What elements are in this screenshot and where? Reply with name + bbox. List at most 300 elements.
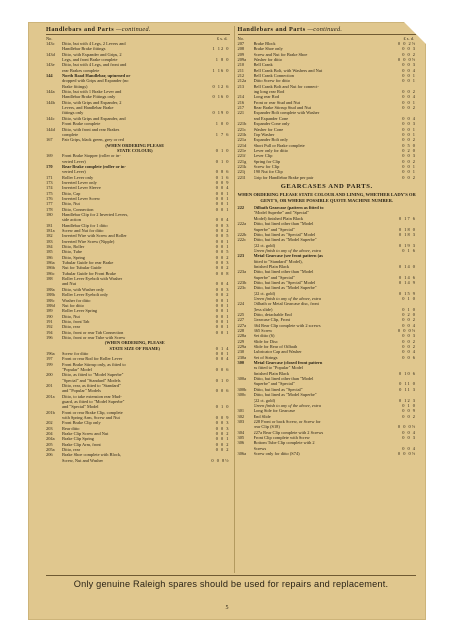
part-description: Ditto, Nut [62,201,80,207]
part-description: (WHEN ORDERING PLEASE [105,142,165,148]
part-description: Ditto, but lined other than "Model [253,269,314,275]
part-description: Washer for ditto [62,297,91,303]
part-number: 205a [46,447,55,453]
part-price: 0 0 1 [402,126,416,132]
part-description: STATE SIZE OF FRAME) [109,345,161,351]
part-description: Brake Shoe only [253,46,283,52]
part-price: 0 0 2 [402,338,416,344]
part-number: 208 [237,46,245,52]
part-number: 212a [237,78,247,84]
left-parts-list [46,41,230,463]
part-description: Brake Clip Spring [62,436,94,442]
part-number: 221h [237,131,247,137]
part-price: 0 0 6 [402,354,416,360]
part-price: 0 0 3 [402,434,416,440]
part-description: Screw for ditto [62,350,89,356]
part-price: 0 0 2 [215,254,230,260]
part-price: 0 17 6 [399,215,416,221]
right-column [234,26,417,573]
catalogue-page [28,22,426,620]
part-description: fittings only [62,110,84,116]
list-item [238,451,417,456]
part-price: 0 0 1 [402,73,416,79]
part-price: 0 10 6 [399,370,416,376]
part-price: 0 0 9 [215,179,230,185]
part-number: 221k [237,163,247,169]
part-number: 174 [46,185,53,191]
part-price: 0 14 6 [399,274,416,280]
part-number: 181 [46,222,53,228]
part-description: Ditto, front Tab [62,318,90,324]
part-number: 227 [237,317,245,323]
part-description: Set ditto (6) [253,333,275,339]
part-price: 0 0 2½ [397,41,416,46]
part-number: 303 [237,418,245,424]
part-description: Ditto, with Washer only [62,286,105,292]
part-number: 229a [237,344,247,350]
part-description: (22 ct. gold) [253,290,276,296]
part-price: 0 0 2 [215,228,230,234]
part-description: Ditto, but with 1 Brake Lever and [62,89,122,95]
part-description: Ditto, to take extension rear Mud- [62,393,122,399]
part-description: North Road Handlebar, upturned or [62,73,131,79]
part-description: Washer for Cone [253,126,284,132]
part-description: guard, as fitted to "Model Superbe" [62,399,125,405]
part-description: Bell Crank Bolt, with Washers and Nut [253,67,323,73]
part-number: 199 [46,361,53,367]
part-description: Superbe" and "Special" [253,381,295,387]
part-description: Ditto, but with 4 Legs, and front and [62,62,127,68]
part-price: 0 0 2 [402,317,416,323]
list-item [46,458,230,463]
part-number: 221e [237,147,247,153]
part-number: 186a [46,260,55,266]
part-number: 189 [46,308,53,314]
part-number: 224 [237,301,245,307]
part-description: Ditto, with Expander and Grips, 2 [62,51,122,57]
part-description: Inverted Lever Screw [62,195,101,201]
part-price: 0 0 2 [402,413,416,419]
part-price: 0 0 1 [402,78,416,84]
part-price: 0 0 1 [402,131,416,137]
part-price: 0 5 0 [402,142,416,148]
part-price: 0 0 9 [402,408,416,414]
part-description: Long rear Rod [253,94,280,100]
part-description: Ditto, front or rear Tube with Screw [62,334,126,340]
part-number: 143e [46,62,55,68]
part-price: 0 0 1 [215,297,230,303]
part-description: Roller Lever Eyebolt with Washer [62,276,123,282]
part-description: Handlebar Brake fittings [62,46,106,52]
part-price: 0 0 4 [402,322,416,328]
part-number: 144b [46,99,55,105]
part-description: with Spring Arm, Screw and Nut [62,415,120,421]
part-number: 143c [46,41,55,46]
part-description: Superbe" and "Special" [253,274,295,280]
part-number: 217 [237,105,245,111]
part-number: 144d [46,126,55,132]
part-description: Front or rear Rod for Roller Lever [62,356,123,362]
part-price: 0 12 6 [212,83,230,89]
part-price: 0 0 3 [215,420,230,426]
part-description: Grip for Handlebar Brake per pair [253,174,314,180]
part-price: 0 0 3 [402,333,416,339]
part-price: 0 19 0 [212,110,230,116]
part-description: Screw and Nut for ditto [62,228,104,234]
part-description: Gearcase Clip, Front [253,317,290,323]
part-number: 196a [46,350,55,356]
part-description: Brake Clip Screw and Nut [62,431,109,437]
part-price: 0 0 1 [402,99,416,105]
part-number: 222 [237,205,245,211]
left-money-label: £ s. d. [217,36,228,41]
part-number: 201a [46,393,55,399]
part-description: Legs, and front Brake complete [62,57,118,63]
part-price: 0 11 0 [399,381,416,387]
part-description: Ditto, but lined as "Special" Model [253,231,316,237]
part-number: 221b [237,121,247,127]
part-price: 0 0 5 [215,233,230,239]
part-description: 227a Rear Clip complete with 2 Screws [253,429,324,435]
part-number: 180 [46,212,53,217]
part-price: 0 0 1 [215,324,230,330]
part-number: 216 [237,99,245,105]
part-price: 0 1 0 [215,158,230,164]
part-number: 188 [46,276,53,282]
part-description: Brake Block [253,41,276,46]
part-price: 0 0 1 [215,436,230,442]
part-number: 213 [237,83,245,89]
part-price: 0 2 0 [402,147,416,153]
part-number: 211 [237,67,244,73]
part-number: 177 [46,201,53,207]
part-price: 0 0 3 [215,260,230,266]
part-price: 0 0 1 [215,195,230,201]
part-price: 1 8 0 [215,57,230,63]
part-description: Superbe" and "Special" [253,226,295,232]
part-description: Bell Crank Bolt and Nut for connect- [253,83,319,89]
part-description: Expander Bolt complete with Washer [253,110,320,116]
part-description: and "Popular" Models [62,388,101,394]
part-description: verted Lever) [62,158,86,164]
part-number: 223c [237,285,247,291]
part-description: Nut for ditto [62,302,84,308]
part-number: 194 [46,329,53,335]
part-price: 0 0 1 [402,169,416,175]
part-price: 0 0 4 [215,217,230,223]
part-number: 223b [237,279,247,285]
part-description: Handlebar Clip for 2 Inverted Levers, [62,212,129,217]
right-parts-list [238,41,417,180]
part-description: Screw only for ditto (S74) [253,450,300,456]
part-price: 0 0 4 [402,115,416,121]
part-price: 0 18 0 [399,226,416,232]
part-price: 0 1 6 [402,247,416,253]
part-description: "Special" and "Standard" Models [62,377,121,383]
part-description: dropped with Grips and Expander (no [62,78,129,84]
part-price: 0 0 2 [402,105,416,111]
part-description: Screw and Nut for Brake Shoe [253,51,308,57]
part-description: Ditto Screw for ditto [253,78,290,84]
part-description: Ditto, but lined other than "Model [253,376,314,382]
part-description: as fitted to "Popular" Model [253,365,303,371]
part-description: Model) finished Plain Black [253,215,304,221]
gearcases-section-heading: GEARCASES AND PARTS. [280,182,373,190]
part-description: Ditto, as fitted to "Model Superbe" [62,372,124,378]
part-number: 191 [46,318,53,324]
part-number: 210 [237,62,245,68]
part-description: Ditto, rear [62,447,81,453]
part-description: Lever Clip [253,153,273,159]
part-price: 0 0 1 [215,201,230,207]
part-description: Handlebar Brake Fittings only [62,94,116,100]
part-description: Front Brake Stopper (roller or in- [62,153,121,159]
part-number: 230 [237,349,245,355]
part-description: (WHEN ORDERING, PLEASE [104,340,165,346]
part-price: 0 14 0 [399,263,416,269]
part-description: Expander Bolt only [253,137,288,143]
part-number: 170 [46,163,53,169]
part-number: 144 [46,73,53,79]
part-number: 223a [237,269,247,275]
part-description: Metal Gearcase (closed front pattern [253,360,323,366]
part-description: Oilbath or Metal Gearcase disc, front [253,301,319,307]
part-description: Ditto, with front and rear Brakes [62,126,120,132]
part-number: 221a [237,137,247,143]
part-number: 190 [46,313,53,319]
part-description: Ditto, but lined as "Model Superbe" [253,392,317,398]
part-number: 205 [46,441,53,447]
part-description: Expander Cone only [253,121,290,127]
part-number: 214 [237,94,245,100]
gearcase-parts-list [238,205,417,456]
part-number: 305 [237,434,245,440]
part-description: 228 Front or back Screw, or Screw for [253,418,321,424]
part-description: Ditto, Connection [62,206,94,212]
part-price: 0 0 0½ [397,328,416,334]
part-price: 0 0 3 [402,153,416,159]
left-column [46,26,230,573]
part-number: 227a [237,322,247,328]
part-price: 0 0 1 [215,238,230,244]
part-price: 0 1 0 [215,404,230,410]
part-price: 0 1 0 [402,306,416,312]
part-number: 306a [237,450,247,456]
part-description: Front Clip complete with Screw [253,434,310,440]
part-number: 207 [237,41,245,46]
part-description: Top Washer [253,131,275,137]
part-description: and Expander Cone [253,115,289,121]
part-price: 1 12 0 [212,46,230,52]
part-description: 190 Nut for Clip [253,169,283,175]
part-description: Ditto, Tube [62,249,83,255]
part-price: 0 0 3 [215,425,230,431]
part-price: 0 0 4 [215,185,230,191]
part-number: 167 [46,137,53,143]
part-description: ing long rear Rod [253,89,285,95]
part-description: Washer for ditto [253,57,282,63]
part-number: 209 [237,51,245,57]
part-description: and Nut [62,281,77,287]
part-description: Ditto, with Grips and Expander, and [62,115,126,121]
part-price: 0 1 0 [402,402,416,408]
columns [46,26,416,573]
part-price: 0 0 6 [215,388,230,394]
part-number: 176 [46,195,53,201]
part-number: 221j [237,169,246,175]
part-number: 173 [46,179,53,185]
part-description: Lever only for ditto [253,147,289,153]
part-price: 0 0 2 [402,89,416,95]
part-number: 223 [237,253,245,259]
part-description: Inverted Wire Screw (Nipple) [62,238,115,244]
part-description: finished Plain Black [253,370,290,376]
part-number: 175 [46,190,53,196]
part-number: 301 [237,408,245,414]
part-description: Brake Clip Arm, front [62,441,101,447]
part-description: Rear Brake complete (roller or in- [62,163,126,169]
part-description: Roller Lever only [62,174,94,180]
part-price: 0 0 2 [215,292,230,298]
part-price: 0 0 9 [215,415,230,421]
part-description: Ditto, with Grips and Expander, 2 [62,99,122,105]
part-number: 181a [46,228,55,234]
part-description: fitted to "Standard" Model), [253,258,303,264]
part-price: 0 19 3 [399,242,416,248]
part-description: (less slide) [253,306,273,312]
left-column-heading [46,26,230,35]
part-number [46,458,62,463]
part-number: 209a [237,57,247,63]
part-price: 0 15 9 [399,290,416,296]
part-description: Inverted Wire with Screw and Roller [62,233,127,239]
part-number: 196 [46,334,53,340]
part-number: 300b [237,386,247,392]
part-price: 0 0 3 [402,46,416,52]
part-description: Slide for Disc [253,338,278,344]
part-price: 0 0 2 [402,137,416,143]
part-description: Oilbath Gearcase (pattern as fitted to [253,205,324,211]
part-number: 188b [46,292,55,298]
part-description: "Popular" Model [62,366,92,372]
part-description: Handlebar Clip for 1 ditto [62,222,108,228]
part-description: finished Plain Black [253,263,290,269]
part-description: (22 ct. gold) [253,397,276,403]
part-price: 0 0 2 [215,265,230,271]
part-description: Long Side for Gearcase [253,408,296,414]
part-description: Brake fittings) [62,83,88,89]
part-description: Slide for Rear of Oilbath [253,344,298,350]
part-description: Set of Strings [253,354,278,360]
left-continued: —continued. [115,26,151,33]
part-number: 302 [237,413,245,419]
part-description: Ditto, rear, as fitted to "Standard" [62,383,121,388]
part-price: 0 0 1 [215,313,230,319]
part-price: 0 0 2 [215,441,230,447]
right-title: Handlebars and Parts [237,26,306,33]
part-number: 222a [237,221,247,227]
part-price: 0 12 3 [399,397,416,403]
part-description: Ditto, Cap [62,190,81,196]
part-number: 222b [237,231,247,237]
part-description: "Model Superbe" and "Special" [253,210,310,216]
part-price: 0 0 1 [215,206,230,212]
part-description: complete [62,131,79,137]
part-number: 300a [237,376,247,382]
part-number: 188d [46,302,55,308]
part-price: 0 0 3 [215,222,230,228]
part-number: 197 [46,356,53,362]
part-description: Ditto, Roller [62,244,85,250]
part-description: Screw for Clip [253,163,280,169]
part-price: 0 0 4 [215,356,230,362]
part-price: 0 0 1 [215,302,230,308]
part-description: Pair Grips, black green, grey or red [62,137,124,143]
footer-notice: Only genuine Raleigh spares should be used for repairs and replacement. [46,575,416,589]
part-description: Bottom Tube Clip complete with 2 [253,440,315,446]
right-continued: —continued. [307,26,343,33]
part-description: Front Brake Clip only [62,420,101,426]
part-description: Ditto, Spring [62,254,85,260]
part-price: 0 0 0½ [397,424,416,430]
right-column-heading [238,26,417,35]
part-price: 0 0 3 [402,121,416,127]
part-price: 0 0 8 [215,270,230,276]
part-price: 0 1 0 [402,295,416,301]
part-description: Roller Lever Eyebolt only [62,292,108,298]
part-description: Front or rear Stud and Nut [253,99,300,105]
part-price: 0 8 6 [215,169,230,175]
part-number: 300c [237,392,247,398]
part-price: 0 0 1 [215,329,230,335]
part-price: 1 7 6 [215,131,230,137]
part-description: Ditto, Nut [62,313,80,319]
part-description: Screws [253,445,267,451]
part-price: 0 11 3 [399,386,416,392]
part-price: 0 0 3 [215,286,230,292]
part-description: Ditto, but lined as "Special" Model [253,279,316,285]
part-price: 0 16 0 [212,94,230,100]
part-number: 221l [237,174,246,180]
part-description: Inverted Lever Sleeve [62,185,101,191]
part-number: 228a [237,333,247,339]
part-number: 212 [237,73,245,79]
part-description: Short Pull or Brake complete [253,142,305,148]
part-price: 0 0 4 [402,429,416,435]
part-number: 201b [46,409,55,415]
part-number: 221c [237,126,247,132]
part-number: 202 [46,420,53,426]
part-price: 0 0 2 [215,431,230,437]
right-no-label: No. [237,36,244,41]
part-description: 365 Screw [253,328,273,334]
part-description: Metal Gearcase (see front pattern (as [253,253,323,259]
part-price: 0 0 3 [402,62,416,68]
part-description: Brake Shoe complete with Block, [62,452,122,458]
part-description: Front Brake Stirrup only, as fitted to [62,361,126,367]
part-price: 0 1 0 [215,377,230,383]
part-number: 188a [46,286,55,292]
part-price: 0 0 6 [215,366,230,372]
part-number: 221 [237,110,245,116]
part-number: 169 [46,153,53,159]
part-price: 0 0 4 [402,349,416,355]
part-number: 204 [46,431,53,437]
left-title: Handlebars and Parts [46,26,115,33]
part-description: Front or rear Brake Clip, complete [62,409,123,415]
page-number: 5 [225,605,229,611]
part-price: 0 0 5 [215,249,230,255]
